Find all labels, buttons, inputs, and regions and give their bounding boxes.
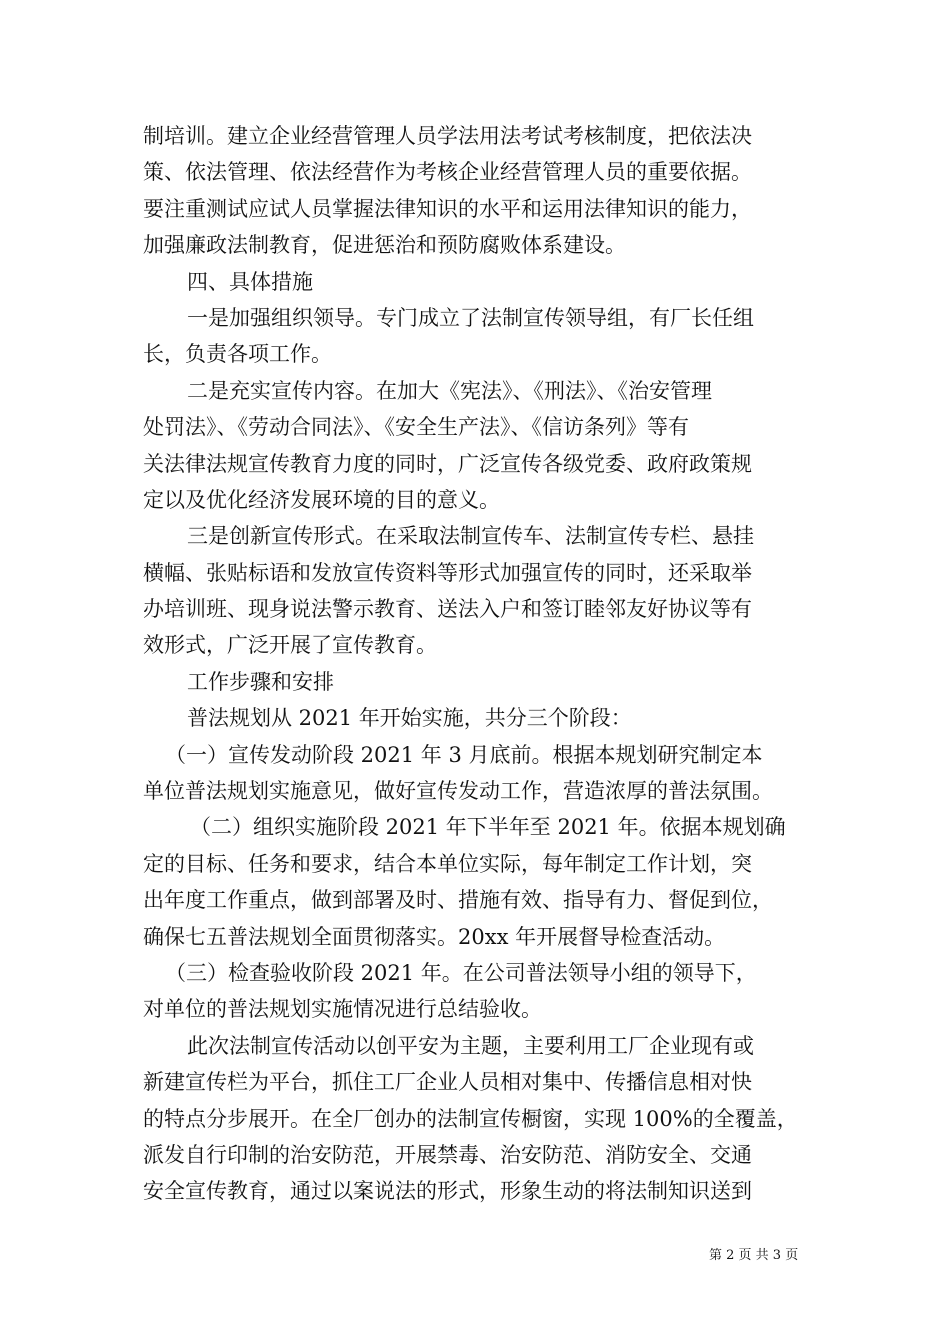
text-line: 关法律法规宣传教育力度的同时，广泛宣传各级党委、政府政策规 [143, 451, 752, 476]
body-text [143, 118, 815, 1210]
text-line: （一）宣传发动阶段 2021 年 3 月底前。根据本规划研究制定本 [165, 742, 763, 767]
text-line: 办培训班、现身说法警示教育、送法入户和签订睦邻友好协议等有 [143, 597, 752, 622]
text-line: 加强廉政法制教育，促进惩治和预防腐败体系建设。 [143, 233, 626, 258]
text-line: 策、依法管理、依法经营作为考核企业经营管理人员的重要依据。 [143, 160, 752, 185]
text-line: （三）检查验收阶段 2021 年。在公司普法领导小组的领导下， [165, 960, 757, 985]
text-line: （二）组织实施阶段 2021 年下半年至 2021 年。依据本规划确 [190, 815, 786, 840]
text-line: 效形式，广泛开展了宣传教育。 [143, 633, 437, 658]
section-heading: 工作步骤和安排 [187, 669, 334, 694]
text-line: 此次法制宣传活动以创平安为主题，主要利用工厂企业现有或 [187, 1033, 754, 1058]
page-number: 第 2 页 共 3 页 [709, 1248, 799, 1263]
section-heading: 四、具体措施 [187, 269, 313, 294]
text-line: 要注重测试应试人员掌握法律知识的水平和运用法律知识的能力， [143, 196, 752, 221]
text-line: 出年度工作重点，做到部署及时、措施有效、指导有力、督促到位， [143, 888, 773, 913]
text-line: 确保七五普法规划全面贯彻落实。20xx 年开展督导检查活动。 [143, 924, 726, 949]
text-line: 横幅、张贴标语和发放宣传资料等形式加强宣传的同时，还采取举 [143, 560, 752, 585]
text-line: 长，负责各项工作。 [143, 342, 332, 367]
text-line: 定以及优化经济发展环境的目的意义。 [143, 487, 500, 512]
text-line: 普法规划从 2021 年开始实施，共分三个阶段： [187, 706, 632, 731]
text-line: 新建宣传栏为平台，抓住工厂企业人员相对集中、传播信息相对快 [143, 1070, 752, 1095]
text-line: 的特点分步展开。在全厂创办的法制宣传橱窗，实现 100%的全覆盖， [143, 1106, 798, 1131]
text-line: 三是创新宣传形式。在采取法制宣传车、法制宣传专栏、悬挂 [187, 524, 754, 549]
text-line: 定的目标、任务和要求，结合本单位实际，每年制定工作计划，突 [143, 851, 752, 876]
text-line: 二是充实宣传内容。在加大《宪法》、《刑法》、《治安管理 [187, 378, 712, 403]
text-line: 处罚法》、《劳动合同法》、《安全生产法》、《信访条列》等有 [143, 415, 689, 440]
text-line: 单位普法规划实施意见，做好宣传发动工作，营造浓厚的普法氛围。 [143, 779, 773, 804]
text-line: 一是加强组织领导。专门成立了法制宣传领导组，有厂长任组 [187, 305, 754, 330]
text-line: 制培训。建立企业经营管理人员学法用法考试考核制度，把依法决 [143, 124, 752, 148]
text-line: 派发自行印制的治安防范，开展禁毒、治安防范、消防安全、交通 [143, 1142, 752, 1167]
text-line: 安全宣传教育，通过以案说法的形式，形象生动的将法制知识送到 [143, 1179, 752, 1204]
text-line: 对单位的普法规划实施情况进行总结验收。 [143, 997, 542, 1022]
